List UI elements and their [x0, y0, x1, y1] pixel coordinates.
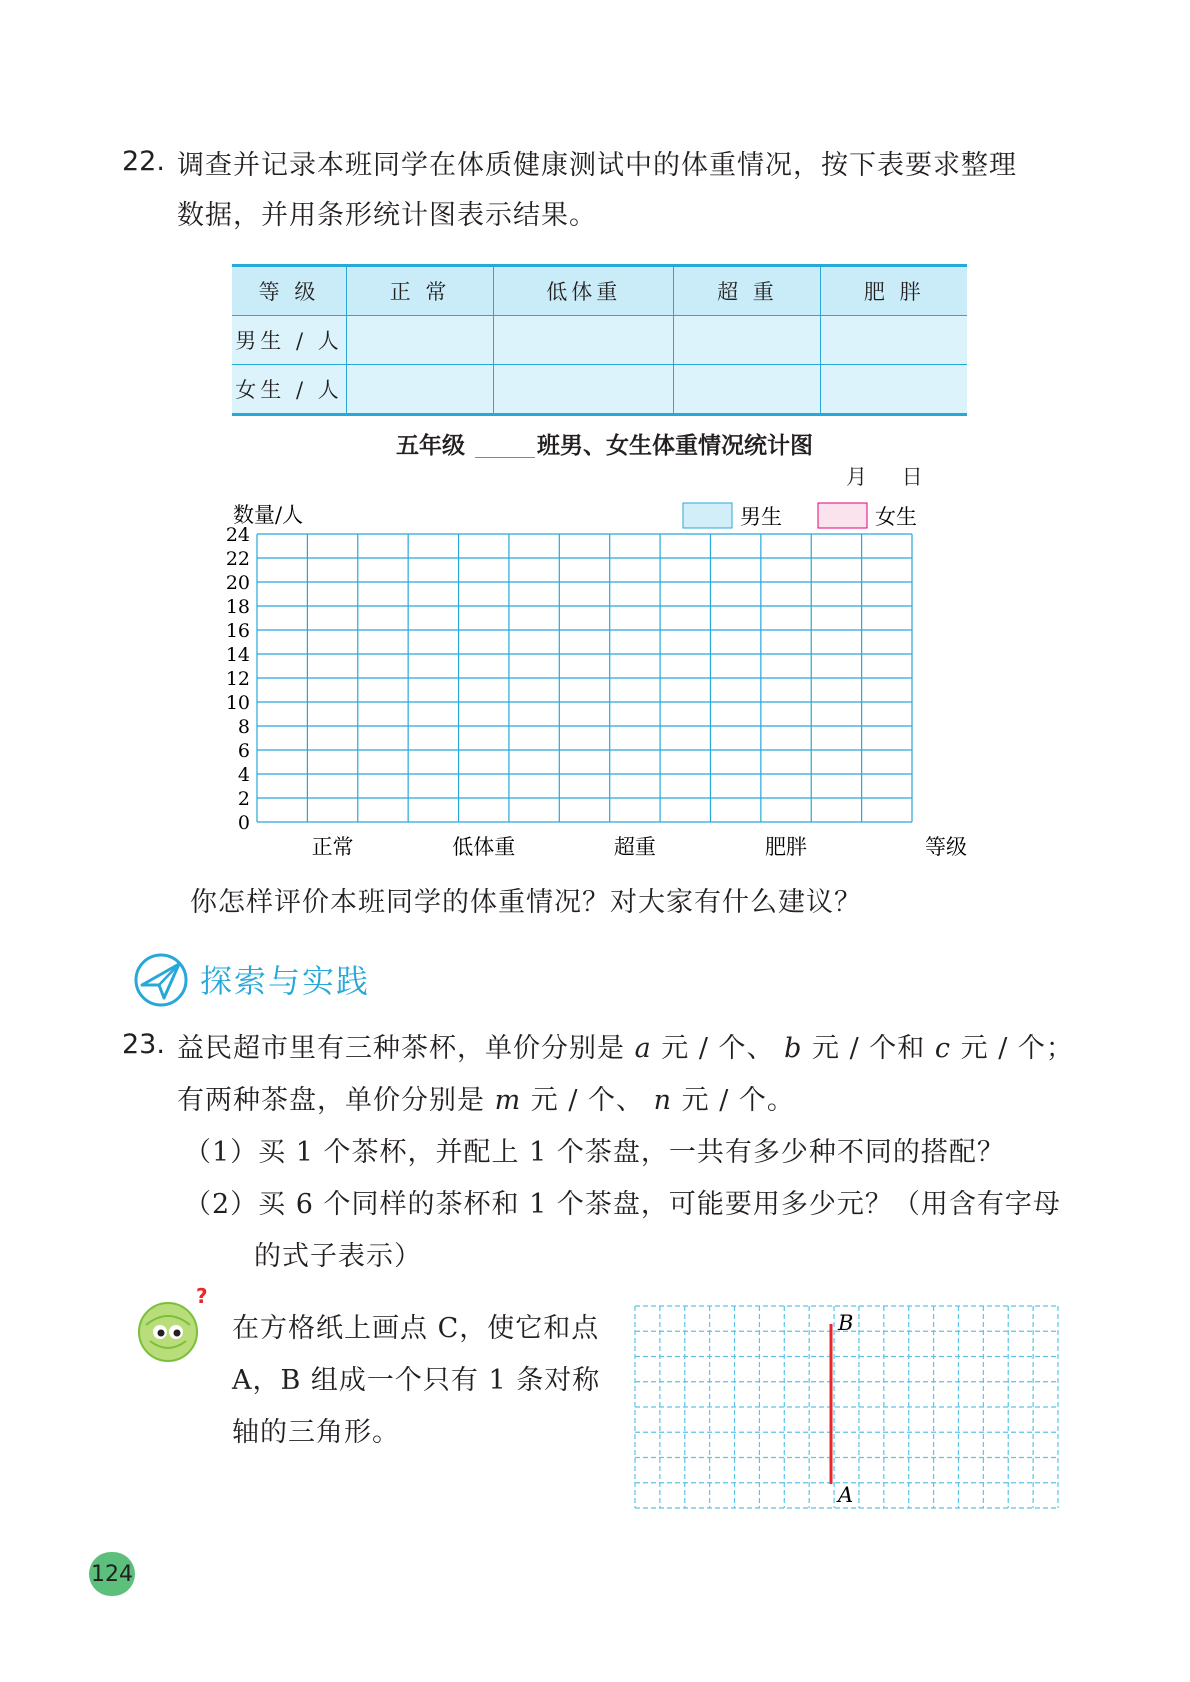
row-label-girls: 女生 / 人 [232, 365, 347, 415]
y-tick-label: 8 [237, 716, 250, 738]
date-label: 月 日 [846, 465, 937, 489]
question-23-number: 23. [122, 1029, 165, 1060]
table-header: 超 重 [674, 266, 821, 316]
y-tick-label: 18 [225, 596, 250, 618]
table-header: 正 常 [347, 266, 494, 316]
y-tick-label: 12 [225, 668, 250, 690]
y-tick-label: 4 [237, 764, 250, 786]
puzzle-line2: A，B 组成一个只有 1 条对称 [232, 1365, 601, 1396]
variable-b: b [784, 1033, 803, 1064]
puzzle-line1: 在方格纸上画点 C，使它和点 [232, 1313, 600, 1344]
question-23-part1: （1）买 1 个茶杯，并配上 1 个茶盘，一共有多少种不同的搭配？ [184, 1137, 1005, 1168]
weight-survey-table [232, 264, 967, 416]
question-23-part2-line2: 的式子表示） [254, 1241, 422, 1272]
y-tick-label: 14 [225, 644, 250, 666]
x-tick-labels [312, 835, 807, 859]
svg-text:?: ? [196, 1285, 208, 1308]
cabbage-mascot-icon [130, 1285, 210, 1365]
grid-paper [630, 1300, 1070, 1515]
table-header: 低体重 [494, 266, 674, 316]
y-tick-label: 6 [237, 740, 250, 762]
question-22-line2: 数据，并用条形统计图表示结果。 [177, 200, 597, 231]
page-number: 124 [89, 1552, 135, 1596]
paper-plane-icon [132, 951, 190, 1009]
section-title: 探索与实践 [200, 962, 371, 1000]
table-cell [674, 316, 821, 365]
chart-title-left: 五年级 [396, 433, 465, 459]
y-axis-label: 数量/人 [233, 503, 304, 527]
class-blank-line [475, 457, 535, 458]
table-cell [821, 316, 967, 365]
y-tick-label: 0 [237, 812, 250, 834]
text-segment: 益民超市里有三种茶杯，单价分别是 [177, 1033, 625, 1064]
question-22-line1: 调查并记录本班同学在体质健康测试中的体重情况，按下表要求整理 [177, 150, 1017, 181]
table-cell [347, 316, 494, 365]
y-tick-label: 22 [225, 548, 250, 570]
puzzle-line3: 轴的三角形。 [232, 1417, 400, 1448]
x-tick-label: 肥胖 [765, 835, 808, 859]
dashed-grid-lines [635, 1306, 1058, 1508]
y-tick-label: 16 [225, 620, 250, 642]
x-tick-label: 正常 [311, 835, 354, 859]
variable-a: a [634, 1033, 652, 1064]
x-axis-label: 等级 [925, 835, 967, 859]
question-23-part2-line1: （2）买 6 个同样的茶杯和 1 个茶盘，可能要用多少元？（用含有字母 [184, 1189, 1061, 1220]
y-tick-label: 24 [225, 524, 250, 546]
y-tick-label: 10 [225, 692, 250, 714]
chart-grid [257, 534, 912, 822]
text-segment: 元 / 个； [960, 1033, 1074, 1064]
y-tick-label: 2 [237, 788, 250, 810]
table-header-row [232, 266, 967, 316]
y-tick-labels [226, 524, 250, 834]
y-tick-label: 20 [225, 572, 250, 594]
bar-chart [0, 490, 1190, 870]
table-cell [674, 365, 821, 415]
point-a-label: A [838, 1483, 854, 1507]
legend-swatch-girls [818, 503, 867, 528]
legend-label-boys: 男生 [740, 505, 782, 529]
question-22-followup: 你怎样评价本班同学的体重情况？对大家有什么建议？ [190, 887, 862, 918]
text-segment: 元 / 个、 [530, 1085, 645, 1116]
text-segment: 元 / 个和 [812, 1033, 926, 1064]
variable-n: n [653, 1085, 673, 1116]
table-cell [821, 365, 967, 415]
point-b-label: B [838, 1311, 854, 1335]
variable-c: c [934, 1033, 952, 1064]
x-tick-label: 超重 [613, 835, 656, 859]
table-header: 肥 胖 [821, 266, 967, 316]
variable-m: m [494, 1085, 522, 1116]
legend-swatch-boys [683, 503, 732, 528]
text-segment: 有两种茶盘，单价分别是 [177, 1085, 485, 1116]
legend-label-girls: 女生 [875, 505, 917, 529]
question-23-line1 [177, 1026, 1074, 1065]
text-segment: 元 / 个、 [661, 1033, 775, 1064]
text-segment: 元 / 个。 [681, 1085, 795, 1116]
table-row [232, 365, 967, 415]
table-row [232, 316, 967, 365]
chart-title-right: 班男、女生体重情况统计图 [537, 433, 813, 459]
question-23-line2 [177, 1078, 795, 1117]
question-22-number: 22. [122, 146, 165, 177]
x-tick-label: 低体重 [452, 835, 516, 859]
table-cell [494, 316, 674, 365]
table-cell [494, 365, 674, 415]
table-header: 等 级 [232, 266, 347, 316]
table-cell [347, 365, 494, 415]
row-label-boys: 男生 / 人 [232, 316, 347, 365]
